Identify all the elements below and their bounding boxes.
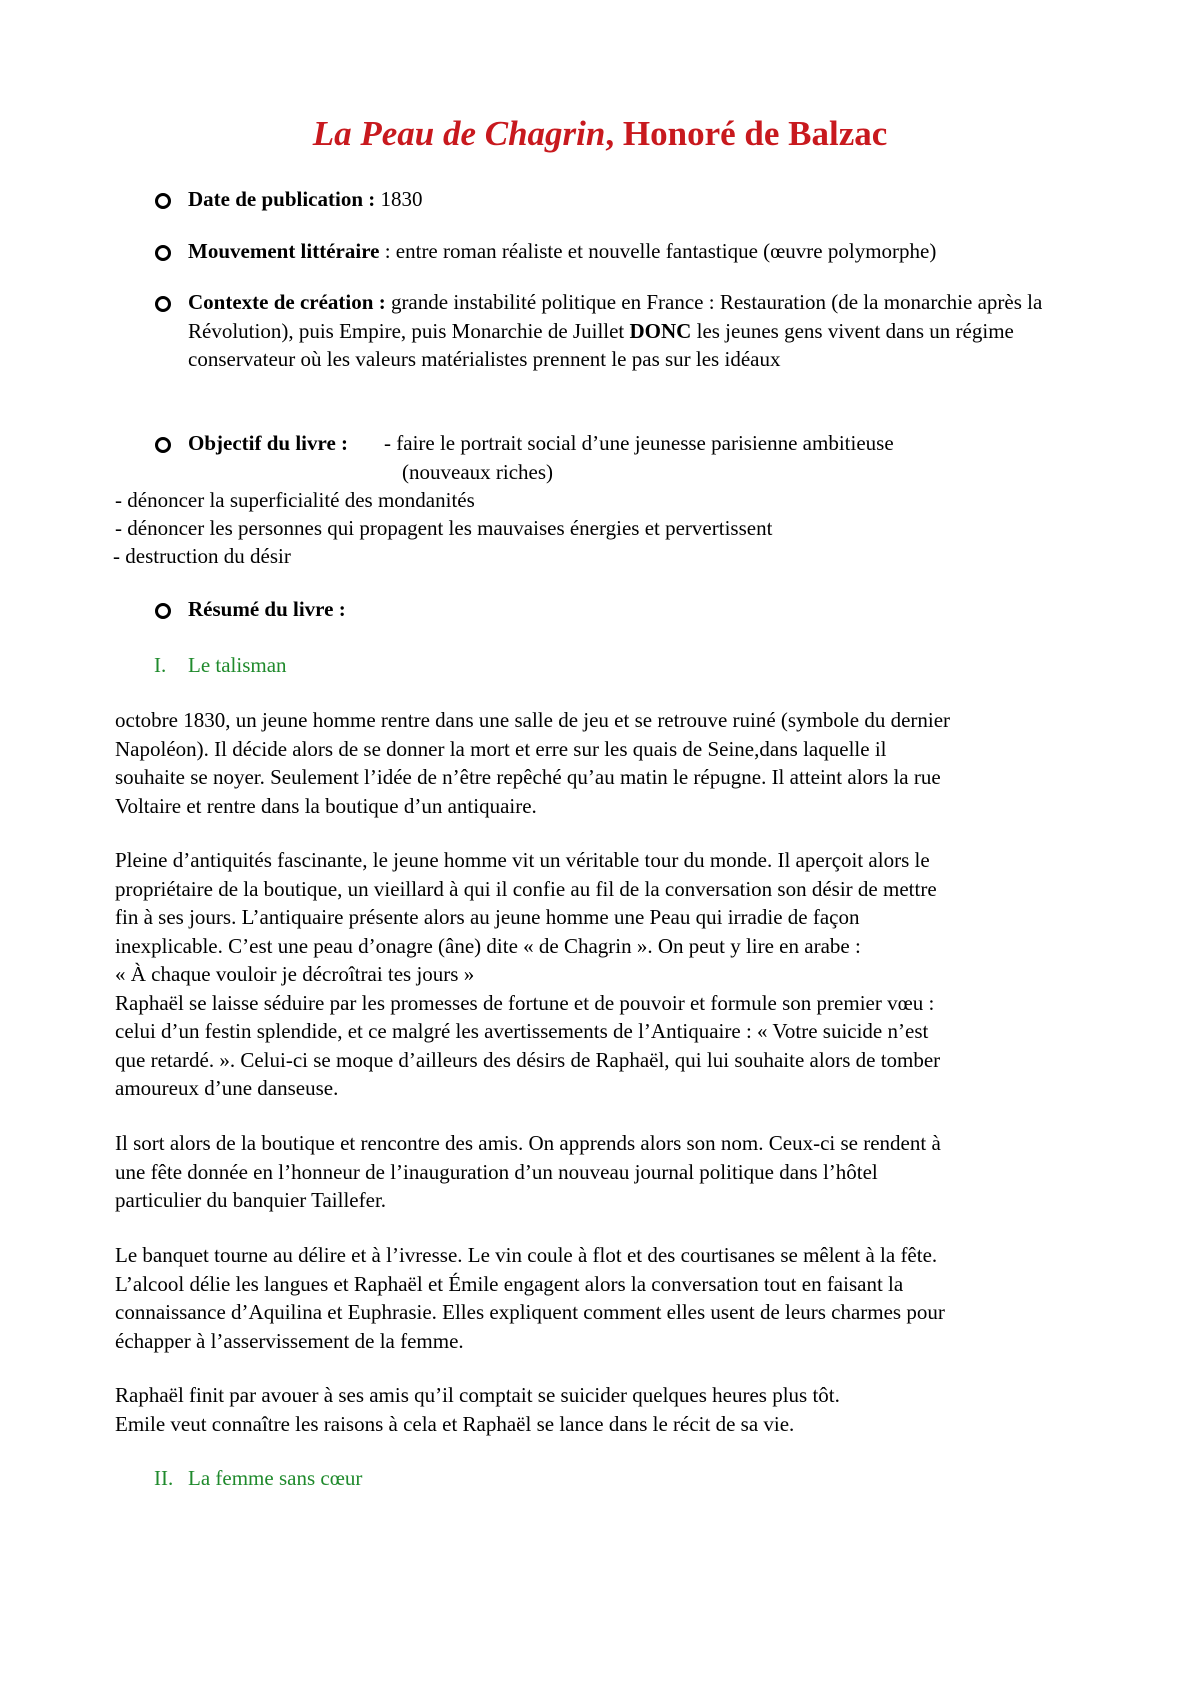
objectif-item: - dénoncer les personnes qui propagent les mauvaises énergies et pervertissent (115, 516, 773, 540)
objectif-item: - destruction du désir (113, 544, 291, 568)
paragraph-line: fin à ses jours. L’antiquaire présente alors au jeune homme une Peau qui irradie de façon (115, 905, 860, 929)
paragraph-line: Il sort alors de la boutique et rencontre des amis. On apprends alors son nom. Ceux-ci se rendent à (115, 1131, 941, 1155)
document-title (0, 112, 1200, 156)
paragraph (115, 1129, 1095, 1215)
paragraph (115, 706, 1095, 820)
objectif-item: - dénoncer la superficialité des mondanités (115, 488, 475, 512)
paragraph-line: une fête donnée en l’honneur de l’inauguration d’un nouveau journal politique dans l’hôtel (115, 1159, 878, 1184)
hollow-circle-bullet-icon (155, 603, 171, 619)
paragraph-line: particulier du banquier Taillefer. (115, 1188, 387, 1212)
paragraph-line: « À chaque vouloir je décroîtrai tes jours » (115, 962, 475, 986)
bullet-bold-word: DONC (629, 318, 692, 343)
paragraph (115, 846, 1095, 1103)
paragraph-line: Emile veut connaître les raisons à cela et Raphaël se lance dans le récit de sa vie. (115, 1411, 795, 1436)
bullet-text: grande instabilité politique en France : Restauration (de la monarchie après la Révolution), puis Empire, puis Monarchie de Juillet (188, 290, 1043, 343)
section-number: II. (154, 1466, 174, 1490)
bullet-label: Résumé du livre : (188, 597, 346, 621)
hollow-circle-bullet-icon (155, 437, 171, 453)
paragraph-line: connaissance d’Aquilina et Euphrasie. Elles expliquent comment elles usent de leurs charmes pour (115, 1300, 945, 1324)
paragraph-line: échapper à l’asservissement de la femme. (115, 1328, 464, 1353)
bullet-text-end: les jeunes gens vivent dans un régime conservateur où les valeurs matérialistes prennent le pas sur les idéaux (188, 318, 1014, 371)
paragraph (115, 1381, 1095, 1438)
paragraph-line: L’alcool délie les langues et Raphaël et Émile engagent alors la conversation tout en faisant la (115, 1271, 904, 1296)
bullet-text: - faire le portrait social d’une jeunesse parisienne ambitieuse (384, 431, 894, 455)
bullet-label: Date de publication : (188, 187, 376, 211)
paragraph-line: inexplicable. C’est une peau d’onagre (âne) dite « de Chagrin ». On peut y lire en arabe : (115, 933, 861, 958)
section-title: La femme sans cœur (188, 1466, 363, 1490)
bullet-text: 1830 (375, 187, 423, 211)
paragraph-line: Pleine d’antiquités fascinante, le jeune homme vit un véritable tour du monde. Il aperçoit alors le (115, 848, 930, 872)
title-author: , Honoré de Balzac (605, 114, 888, 153)
paragraph-line: amoureux d’une danseuse. (115, 1076, 339, 1100)
paragraph-line: Voltaire et rentre dans la boutique d’un antiquaire. (115, 793, 537, 818)
paragraph-line: Napoléon). Il décide alors de se donner la mort et erre sur les quais de Seine,dans laquelle il (115, 736, 887, 761)
paragraph-line: souhaite se noyer. Seulement l’idée de n’être repêché qu’au matin le répugne. Il atteint alors la rue (115, 765, 941, 789)
section-heading (154, 651, 287, 680)
hollow-circle-bullet-icon (155, 245, 171, 261)
bullet-text: : entre roman réaliste et nouvelle fantastique (œuvre polymorphe) (379, 239, 937, 263)
paragraph-line: que retardé. ». Celui-ci se moque d’ailleurs des désirs de Raphaël, qui lui souhaite alors de tomber (115, 1047, 941, 1072)
hollow-circle-bullet-icon (155, 296, 171, 312)
title-book-name: La Peau de Chagrin (312, 114, 606, 153)
objectif-continuation: (nouveaux riches) (402, 460, 554, 484)
paragraph-line: Raphaël se laisse séduire par les promesses de fortune et de pouvoir et formule son premier vœu : (115, 990, 935, 1015)
section-heading (154, 1464, 362, 1493)
bullet-label: Contexte de création : (188, 290, 386, 314)
bullet-label: Mouvement littéraire (188, 239, 380, 263)
paragraph-line: propriétaire de la boutique, un vieillard à qui il confie au fil de la conversation son désir de mettre (115, 876, 937, 901)
bullet-label: Objectif du livre : (188, 431, 349, 455)
paragraph-line: celui d’un festin splendide, et ce malgré les avertissements de l’Antiquaire : « Votre suicide n’est (115, 1019, 929, 1043)
paragraph-line: Raphaël finit par avouer à ses amis qu’il comptait se suicider quelques heures plus tôt. (115, 1383, 840, 1407)
paragraph-line: Le banquet tourne au délire et à l’ivresse. Le vin coule à flot et des courtisanes se mêlent à la fête. (115, 1243, 938, 1267)
section-title: Le talisman (188, 653, 287, 677)
hollow-circle-bullet-icon (155, 193, 171, 209)
paragraph-line: octobre 1830, un jeune homme rentre dans une salle de jeu et se retrouve ruiné (symbole du dernier (115, 708, 951, 732)
paragraph (115, 1241, 1095, 1355)
section-number: I. (154, 653, 167, 677)
